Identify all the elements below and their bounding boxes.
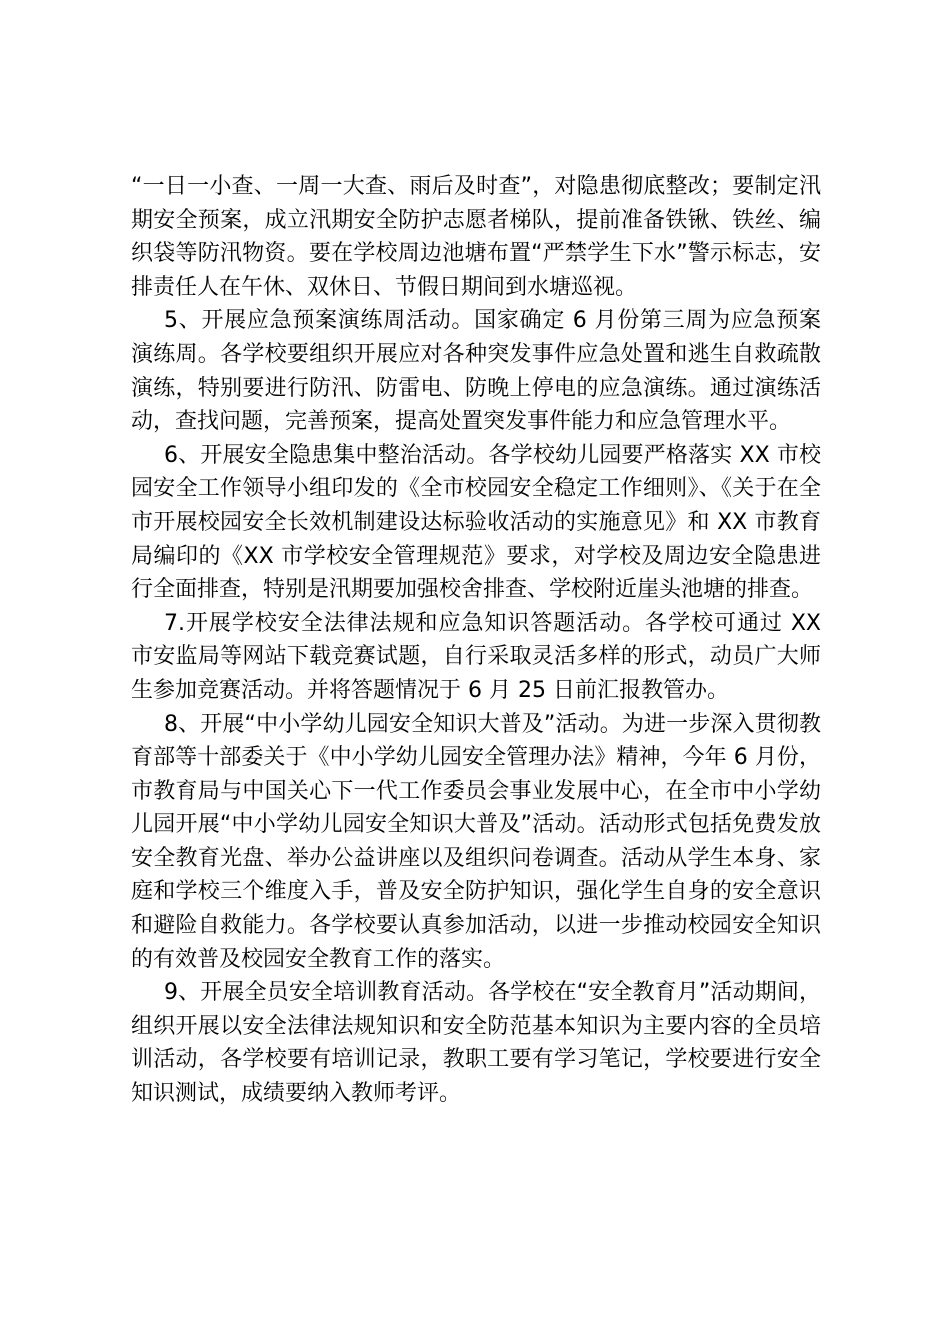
paragraph-item-8: 8、开展“中小学幼儿园安全知识大普及”活动。为进一步深入贯彻教育部等十部委关于《中小学幼儿园安全管理办法》精神，今年 6 月份，市教育局与中国关心下一代工作委员会事业发展中心，在全市中小学幼儿园开展“中小学幼儿园安全知识大普及”活动。活动形式包括免费发放安全教育光盘、举办公益讲座以及组织问卷调查。活动从学生本身、家庭和学校三个维度入手，普及安全防护知识，强化学生自身的安全意识和避险自救能力。各学校要认真参加活动，以进一步推动校园安全知识的有效普及校园安全教育工作的落实。: [131, 711, 821, 972]
paragraph-item-5: 5、开展应急预案演练周活动。国家确定 6 月份第三周为应急预案演练周。各学校要组织开展应对各种突发事件应急处置和逃生自救疏散演练，特别要进行防汛、防雷电、防晚上停电的应急演练。通过演练活动，查找问题，完善预案，提高处置突发事件能力和应急管理水平。: [131, 308, 821, 435]
paragraph-item-9: 9、开展全员安全培训教育活动。各学校在“安全教育月”活动期间，组织开展以安全法律法规知识和安全防范基本知识为主要内容的全员培训活动，各学校要有培训记录，教职工要有学习笔记，学校要进行安全知识测试，成绩要纳入教师考评。: [131, 980, 821, 1107]
paragraph-continuation: “一日一小查、一周一大查、雨后及时查”，对隐患彻底整改；要制定汛期安全预案，成立汛期安全防护志愿者梯队，提前准备铁锹、铁丝、编织袋等防汛物资。要在学校周边池塘布置“严禁学生下水”警示标志，安排责任人在午休、双休日、节假日期间到水塘巡视。: [131, 174, 821, 300]
paragraph-item-6: 6、开展安全隐患集中整治活动。各学校幼儿园要严格落实 XX 市校园安全工作领导小组印发的《全市校园安全稳定工作细则》、《关于在全市开展校园安全长效机制建设达标验收活动的实施意见》和 XX 市教育局编印的《XX 市学校安全管理规范》要求，对学校及周边安全隐患进行全面排查，特别是汛期要加强校舍排查、学校附近崖头池塘的排查。: [131, 442, 821, 603]
document-body: [131, 170, 821, 1111]
paragraph-item-7: 7.开展学校安全法律法规和应急知识答题活动。各学校可通过 XX 市安监局等网站下载竞赛试题，自行采取灵活多样的形式，动员广大师生参加竞赛活动。并将答题情况于 6 月 25 日前汇报教管办。: [131, 610, 821, 703]
